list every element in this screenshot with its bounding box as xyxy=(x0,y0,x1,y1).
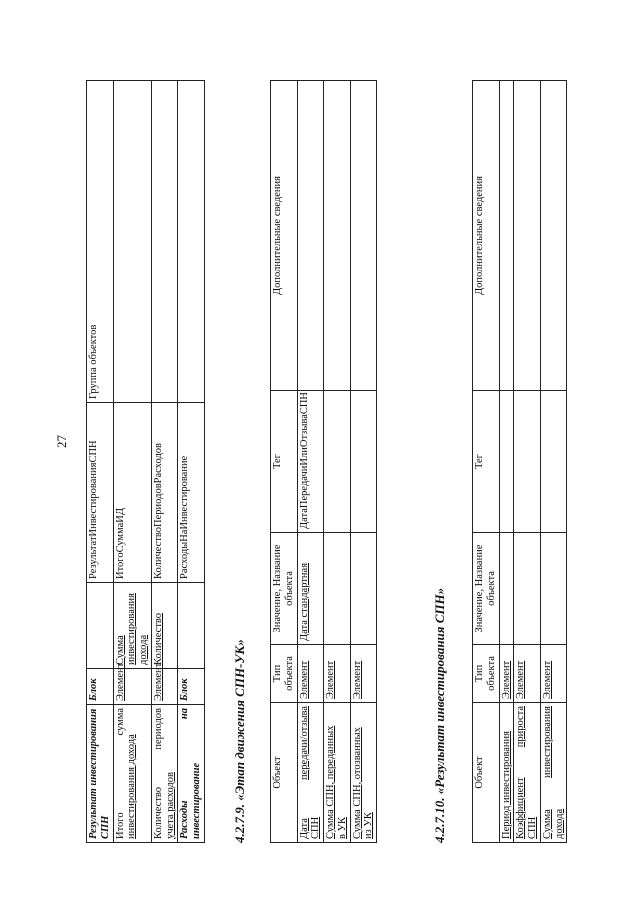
cell-name xyxy=(324,533,351,645)
cell-tag xyxy=(350,391,377,533)
column-header: Значение, Название объекта xyxy=(473,533,500,645)
table-header-row xyxy=(473,81,500,843)
table-row xyxy=(87,81,114,843)
column-header: Тип объекта xyxy=(473,645,500,703)
cell-name xyxy=(350,533,377,645)
column-header: Тег xyxy=(271,391,298,533)
table-row xyxy=(324,81,351,843)
table-header-row xyxy=(271,81,298,843)
table-row xyxy=(178,81,205,843)
page-number: 27 xyxy=(54,435,69,448)
table-row xyxy=(297,81,324,843)
cell-name: Дата стандартная xyxy=(297,533,324,645)
object-line: в УК xyxy=(336,816,348,839)
cell-tag: РасходыНаИнвестирование xyxy=(178,403,205,583)
table-result-continuation xyxy=(86,80,205,843)
cell-object xyxy=(113,705,151,843)
cell-tag: ДатаПередачиИлиОтзываСПН xyxy=(297,391,324,533)
cell-object xyxy=(297,703,324,843)
cell-type: Элемент xyxy=(499,645,514,703)
object-word: сумма xyxy=(114,708,126,736)
section-heading: 4.2.7.10. «Результат инвестирования СПН» xyxy=(432,587,447,843)
object-line: Сумма СПН, отозванных xyxy=(351,727,363,839)
table-row xyxy=(350,81,377,843)
cell-tag: КоличествоПериодовРасходов xyxy=(151,403,178,583)
object-line: СПН xyxy=(310,816,322,839)
cell-info xyxy=(178,81,205,403)
cell-name xyxy=(540,533,567,645)
cell-object xyxy=(514,703,541,843)
object-line: учета расходов xyxy=(164,772,176,839)
cell-tag: ИтогоСуммаИД xyxy=(113,403,151,583)
cell-object xyxy=(540,703,567,843)
cell-tag xyxy=(540,391,567,533)
table-row xyxy=(151,81,178,843)
cell-info xyxy=(540,81,567,391)
cell-type: Блок xyxy=(178,669,205,705)
cell-info: Группа объектов xyxy=(87,81,114,403)
cell-name: Количество xyxy=(151,583,178,669)
cell-type: Элемент xyxy=(350,645,377,703)
cell-tag xyxy=(324,391,351,533)
cell-tag: РезультатИнвестированияСПН xyxy=(87,403,114,583)
cell-tag xyxy=(499,391,514,533)
object-word: периодов xyxy=(152,708,164,750)
cell-name xyxy=(178,583,205,669)
object-word: Коэффициент xyxy=(515,777,527,839)
column-header: Тип объекта xyxy=(271,645,298,703)
cell-type: Элемент xyxy=(151,669,178,705)
cell-info xyxy=(499,81,514,391)
section-heading: 4.2.7.9. «Этап движения СПН-УК» xyxy=(232,639,247,843)
cell-type: Элемент xyxy=(297,645,324,703)
cell-info xyxy=(324,81,351,391)
cell-type: Элемент xyxy=(113,669,151,705)
object-word: Сумма xyxy=(541,809,553,839)
cell-object xyxy=(151,705,178,843)
cell-info xyxy=(297,81,324,391)
object-line: СПН xyxy=(527,816,538,839)
cell-info xyxy=(151,81,178,403)
cell-type: Элемент xyxy=(540,645,567,703)
cell-type: Элемент xyxy=(514,645,541,703)
object-word: Расходы xyxy=(179,800,191,839)
cell-object: Результат инвестирования СПН xyxy=(87,705,114,843)
object-word: прироста xyxy=(515,706,527,748)
cell-name: Сумма инвестирования дохода xyxy=(113,583,151,669)
column-header: Дополнительные сведения xyxy=(271,81,298,391)
object-word: Количество xyxy=(152,786,164,839)
cell-name xyxy=(514,533,541,645)
column-header: Объект xyxy=(271,703,298,843)
table-spn-uk-stage xyxy=(270,80,377,843)
cell-name xyxy=(87,583,114,669)
cell-object xyxy=(350,703,377,843)
object-word: инвестирования xyxy=(541,706,553,778)
object-line: Сумма СПН, переданных xyxy=(325,725,336,839)
table-row xyxy=(113,81,151,843)
cell-tag xyxy=(514,391,541,533)
table-row xyxy=(540,81,567,843)
cell-info xyxy=(113,81,151,403)
column-header: Тег xyxy=(473,391,500,533)
object-word: передачи/отзыва xyxy=(298,706,310,780)
cell-info xyxy=(350,81,377,391)
column-header: Объект xyxy=(473,703,500,843)
object-line: инвестирование xyxy=(191,762,202,839)
table-investment-result xyxy=(472,80,567,843)
cell-name xyxy=(499,533,514,645)
cell-info xyxy=(514,81,541,391)
cell-type: Элемент xyxy=(324,645,351,703)
object-word: Итого xyxy=(114,812,126,839)
cell-type: Блок xyxy=(87,669,114,705)
object-line: дохода xyxy=(553,808,565,839)
table-row xyxy=(499,81,514,843)
cell-object xyxy=(324,703,351,843)
cell-object xyxy=(178,705,205,843)
object-line: инвестирования дохода xyxy=(126,734,138,839)
cell-object: Период инвестирования xyxy=(499,703,514,843)
object-word: Дата xyxy=(298,818,310,839)
column-header: Значение, Название объекта xyxy=(271,533,298,645)
column-header: Дополнительные сведения xyxy=(473,81,500,391)
object-word: на xyxy=(179,708,191,720)
table-row xyxy=(514,81,541,843)
object-line: из УК xyxy=(363,812,375,839)
